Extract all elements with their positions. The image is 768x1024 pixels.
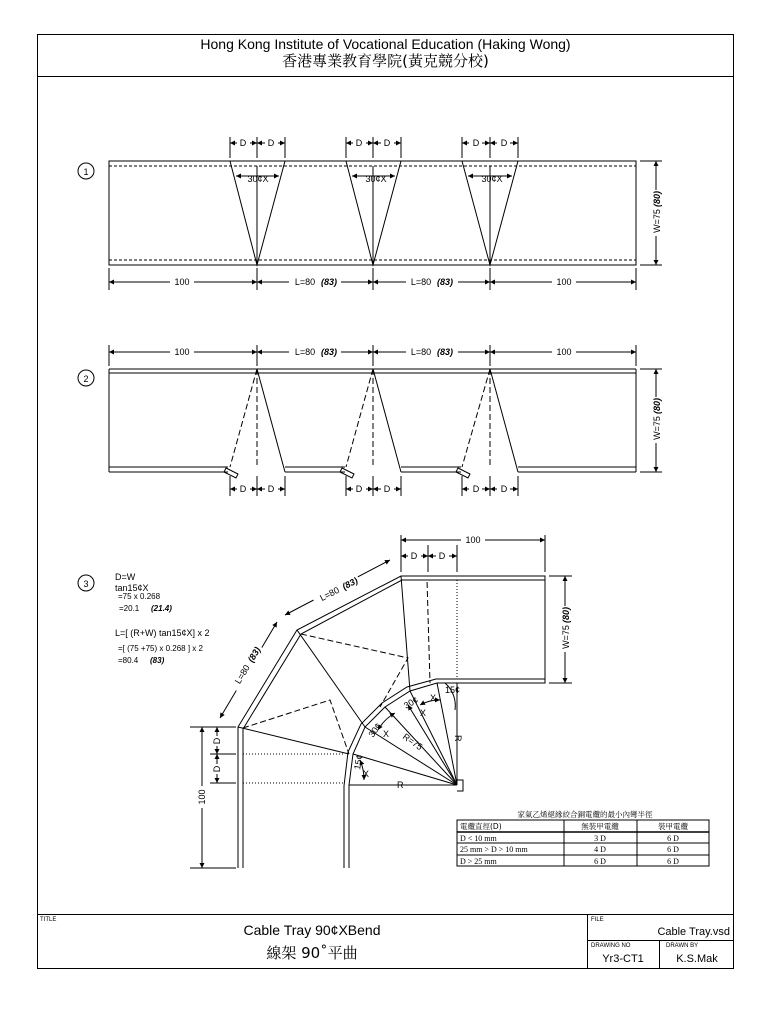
dim-l-alt: (83) — [320, 347, 338, 357]
segment-joint-2 — [297, 630, 365, 727]
table-cell: 6 D — [667, 857, 679, 866]
table-cell: 6 D — [667, 845, 679, 854]
dim-l-alt: (83) — [340, 575, 360, 592]
drawing-no-value: Yr3-CT1 — [602, 953, 644, 965]
d-label: D — [355, 484, 363, 494]
formula-line: =80.4 — [118, 656, 139, 665]
dim-l-alt: (83) — [436, 277, 454, 287]
angle-30-label: 30¢ — [402, 694, 421, 711]
drawing-title-zh: 線架 90˚平曲 — [266, 944, 358, 962]
fold-line-2 — [346, 369, 373, 467]
drawn-by-value: K.S.Mak — [676, 953, 718, 965]
tab-2 — [340, 468, 354, 478]
dim-l: L=80 — [294, 347, 316, 357]
d-label: D — [500, 138, 508, 148]
dim-w: W=75 — [652, 416, 662, 440]
figure-2-number: 2 — [83, 374, 89, 384]
dim-100: 100 — [197, 789, 207, 805]
d-label: D — [239, 484, 247, 494]
table-cell: 6 D — [667, 834, 679, 843]
figure-3 — [78, 534, 572, 868]
drawing-no-label: DRAWING NO — [591, 943, 631, 949]
tab-1 — [224, 468, 238, 478]
table-header: 電纜直徑(D) — [460, 822, 502, 831]
table-cell: D > 25 mm — [460, 857, 497, 866]
institute-name-en: Hong Kong Institute of Vocational Education (Haking Wong) — [200, 36, 571, 52]
dim-l-alt: (83) — [245, 645, 263, 665]
angle-label-1: 30¢X — [247, 174, 269, 184]
dim-l: L=80 — [410, 347, 432, 357]
table-cell: D < 10 mm — [460, 834, 497, 843]
overlap-dashed-3 — [402, 580, 430, 683]
dim-w-alt: (80) — [561, 606, 571, 624]
bent-tray-inner-wall — [344, 679, 545, 868]
figure-3-number: 3 — [83, 579, 89, 589]
formula-line: tan15¢X — [115, 583, 149, 593]
dim-100: 100 — [174, 347, 190, 357]
d-label: D — [355, 138, 363, 148]
r-label: R — [453, 735, 463, 742]
dim-100: 100 — [465, 535, 481, 545]
table-header: 裝甲電纜 — [658, 822, 688, 831]
dim-100: 100 — [174, 277, 190, 287]
table-header: 無裝甲電纜 — [581, 822, 619, 831]
dim-w-alt: (80) — [652, 190, 662, 208]
d-label: D — [438, 551, 446, 561]
angle-30-label: 30¢ — [366, 721, 384, 740]
table-cell: 4 D — [594, 845, 606, 854]
fold-line-3 — [462, 369, 490, 467]
d-label: D — [212, 765, 222, 773]
cut-line-1 — [257, 369, 285, 472]
title-block-mid-rule — [587, 940, 734, 941]
d-label: D — [472, 484, 480, 494]
dim-w: W=75 — [652, 209, 662, 233]
dim-l-alt: (83) — [436, 347, 454, 357]
r-label: R — [397, 780, 404, 790]
title-label: TITLE — [40, 917, 57, 923]
dim-100: 100 — [556, 277, 572, 287]
formula-line-alt: (21.4) — [151, 604, 172, 613]
formula-line: L=[ (R+W) tan15¢X] x 2 — [115, 628, 210, 638]
r75-label: R=75 — [400, 731, 425, 753]
angle-15-label: 15¢ — [445, 685, 461, 695]
d-label: D — [239, 138, 247, 148]
d-label: D — [472, 138, 480, 148]
dim-l: L=80 — [294, 277, 316, 287]
drawn-by-label: DRAWN BY — [666, 943, 699, 949]
figure-1 — [78, 137, 662, 290]
dim-l-alt: (83) — [320, 277, 338, 287]
formula-line: =[ (75 +75) x 0.268 ] x 2 — [118, 644, 203, 653]
formula-line: D=W — [115, 572, 136, 582]
table-cell: 25 mm > D > 10 mm — [460, 845, 528, 854]
dim-l: L=80 — [232, 663, 252, 686]
dim-w-alt: (80) — [652, 397, 662, 415]
figure-2 — [78, 345, 662, 496]
bend-radius-table — [457, 809, 709, 866]
dim-l: L=80 — [318, 584, 341, 604]
d-label: D — [500, 484, 508, 494]
x-label: X — [420, 708, 427, 718]
drawing-title-en: Cable Tray 90¢XBend — [243, 922, 381, 938]
x-label: X — [383, 729, 390, 739]
file-label: FILE — [591, 917, 604, 923]
cut-line-3 — [490, 369, 518, 472]
d-label: D — [410, 551, 418, 561]
d-label: D — [383, 484, 391, 494]
x-label: X — [363, 769, 370, 779]
table-caption: 家氣乙烯絕緣絞合銅電纜的最小內彎半徑 — [517, 810, 653, 819]
d-label: D — [212, 737, 222, 745]
x-label: X — [430, 693, 437, 703]
overlap-dashed-1 — [243, 700, 349, 754]
formula-line-alt: (83) — [150, 656, 165, 665]
d-label: D — [267, 138, 275, 148]
table-cell: 6 D — [594, 857, 606, 866]
institute-name-zh: 香港專業教育學院(黃克競分校) — [282, 52, 489, 70]
formula-line: =20.1 — [119, 604, 140, 613]
dim-100: 100 — [556, 347, 572, 357]
dim-l: L=80 — [410, 277, 432, 287]
cut-line-2 — [373, 369, 401, 472]
file-name: Cable Tray.vsd — [657, 926, 730, 938]
dim-w: W=75 — [561, 625, 571, 649]
title-block-top-rule — [37, 914, 734, 915]
angle-label-3: 30¢X — [481, 174, 503, 184]
fold-line-1 — [230, 369, 257, 467]
figure-1-number: 1 — [83, 167, 89, 177]
formula-line: =75 x 0.268 — [118, 592, 161, 601]
angle-15-label: 15¢ — [352, 753, 365, 771]
formula-block — [115, 572, 210, 665]
table-cell: 3 D — [594, 834, 606, 843]
d-label: D — [383, 138, 391, 148]
segment-joint-1 — [238, 727, 349, 754]
angle-label-2: 30¢X — [365, 174, 387, 184]
segment-joint-3 — [401, 576, 410, 691]
d-label: D — [267, 484, 275, 494]
tab-3 — [456, 468, 470, 478]
